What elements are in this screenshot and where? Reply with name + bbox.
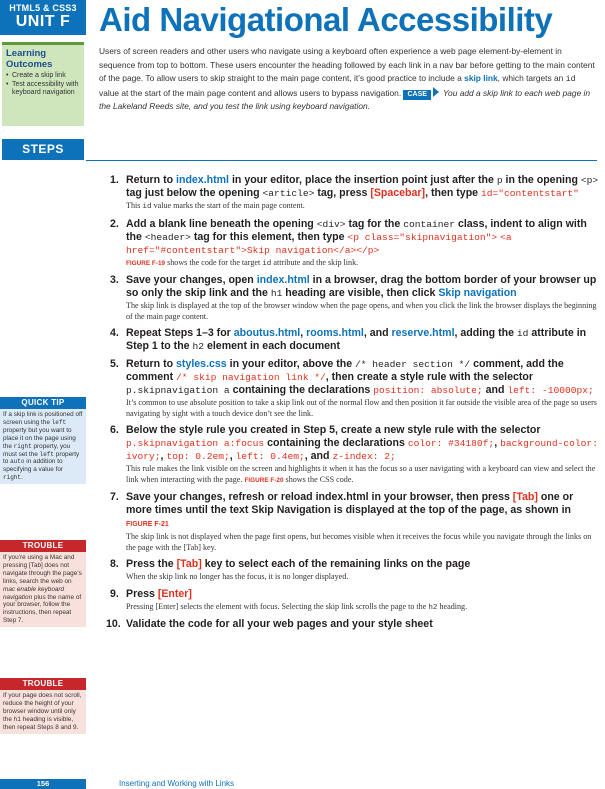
- step-number: 4.: [110, 327, 119, 339]
- step-instruction: Save your changes, open index.html in a browser, drag the bottom border of your browser up so only the skip link and the h1 heading are visible, then click Skip navigation: [126, 274, 597, 299]
- outcome-item: • Test accessibility with keyboard navigation: [6, 81, 80, 98]
- step-description: When the skip link no longer has the focus, it is no longer displayed.: [126, 572, 349, 581]
- step-item: [110, 358, 600, 419]
- outcomes-heading-line1: Learning: [6, 48, 47, 59]
- series-label: HTML5 & CSS3: [9, 3, 77, 13]
- step-item: [110, 588, 600, 614]
- trouble-heading: TROUBLE: [0, 678, 86, 690]
- step-item: [110, 174, 600, 213]
- step-description: This id value marks the start of the main page content.: [126, 201, 305, 211]
- intro-paragraph: [99, 45, 597, 114]
- unit-tab: [0, 0, 86, 35]
- step-instruction: Below the style rule you created in Step 5, create a new style rule with the selector p.skipnavigation a:focus containing the declarations color: #34180f;, background-color: ivory;, top: 0.2em;, left: 0.4em;, and z-index: 2;: [126, 424, 598, 462]
- step-instruction: Return to styles.css in your editor, above the /* header section */ comment, add the comment /* skip navigation link */, then create a style rule with the selector p.skipnavigation a containing the declarations position: absolute; and left: -10000px;: [126, 358, 594, 396]
- step-description: The skip link is displayed at the top of the browser window when the page opens, and when you click the link the browser displays the beginning of the main page content.: [126, 301, 597, 321]
- step-number: 8.: [110, 558, 119, 570]
- trouble-text: If you’re using a Mac and pressing [Tab] does not navigate through the page’s links, search the web on mac enable keyboard navigation plus the name of your browser, follow the instructions, then repeat Step 7.: [0, 552, 86, 627]
- case-text: You add a skip link to each web page in the Lakeland Reeds site, and you test the link using keyboard navigation.: [99, 87, 591, 112]
- intro-text: Users of screen readers and other users who navigate using a keyboard often experience a web page element-by-element in sequence from top to bottom. These users encounter the heading followed by each link in a nav bar before getting to the main content of the page. To allow users to skip straight to the main page content, it’s good practice to include a: [99, 46, 595, 84]
- trouble-heading: TROUBLE: [0, 540, 86, 552]
- quick-tip-heading: QUICK TIP: [0, 397, 86, 409]
- step-item: [110, 491, 600, 553]
- intro-code: id: [565, 74, 576, 85]
- outcome-item: • Create a skip link: [6, 72, 80, 81]
- step-instruction: Press [Enter]: [126, 587, 192, 600]
- trouble-box-mac: [0, 540, 86, 627]
- step-instruction: Save your changes, refresh or reload index.html in your browser, then press [Tab] one or more times until the text Skip Navigation is displayed at the top of the page, as shown in FIGURE F-21: [126, 491, 574, 528]
- step-number: 10.: [106, 618, 121, 630]
- learning-outcomes-box: [2, 42, 84, 126]
- page-number: 156: [0, 779, 86, 789]
- divider-rule: [86, 160, 597, 161]
- step-number: 6.: [110, 424, 119, 436]
- step-instruction: Repeat Steps 1–3 for aboutus.html, rooms.html, and reserve.html, adding the id attribute in Step 1 to the h2 element in each document: [126, 327, 587, 352]
- step-number: 1.: [110, 174, 119, 186]
- step-item: [110, 424, 600, 486]
- step-number: 9.: [110, 587, 119, 600]
- step-number: 5.: [110, 358, 119, 370]
- step-item: [110, 558, 600, 583]
- trouble-box-scroll: [0, 678, 86, 734]
- step-instruction: Return to index.html in your editor, place the insertion point just after the p in the opening <p> tag just below the opening <article> tag, press [Spacebar], then type id="contentstart": [126, 174, 599, 199]
- chapter-title: Inserting and Working with Links: [119, 779, 235, 788]
- step-item: [110, 274, 600, 322]
- intro-text: , which targets an: [497, 73, 566, 84]
- quick-tip-box: [0, 397, 86, 484]
- trouble-text: If your page does not scroll, reduce the height of your browser window until only the h1 heading is visible, then repeat Steps 8 and 9.: [0, 690, 86, 734]
- step-instruction: Add a blank line beneath the opening <div> tag for the container class, indent to align with the <header> tag for this element, then type <p class="skipnavigation"> <a href="#contentstart">Skip navigation</a></p>: [126, 217, 587, 256]
- quick-tip-text: If a skip link is positioned off screen using the left property but you want to place it on the page using the right property, you must set the left property to auto in addition to specifying a value for right.: [0, 409, 86, 484]
- outcomes-heading: [6, 48, 80, 70]
- intro-text: value at the start of the main page content and allows users to bypass navigation.: [99, 87, 404, 98]
- step-description: It’s common to use absolute position to take a skip link out of the normal flow and then position it far outside the visible area of the page so users navigating by sight with a touch device don’t see the link.: [126, 398, 597, 418]
- case-badge: CASE: [403, 90, 430, 100]
- step-number: 7.: [110, 491, 119, 503]
- case-arrow-icon: [433, 87, 439, 97]
- step-description: FIGURE F-19 shows the code for the target id attribute and the skip link.: [126, 257, 359, 268]
- step-number: 3.: [110, 274, 119, 286]
- steps-tab: STEPS: [2, 139, 84, 160]
- outcomes-heading-line2: Outcomes: [6, 59, 53, 70]
- step-description: The skip link is not displayed when the page first opens, but becomes visible when it receives the focus while you navigate through the links on the page with the [Tab] key.: [126, 532, 592, 552]
- step-instruction: Validate the code for all your web pages and your style sheet: [126, 618, 433, 630]
- outcomes-list: [6, 72, 80, 98]
- step-item: [110, 327, 600, 353]
- unit-label: UNIT F: [15, 13, 71, 30]
- page-title: Aid Navigational Accessibility: [99, 1, 553, 38]
- step-item: [110, 218, 600, 270]
- step-description: This rule makes the link visible on the screen and highlights it when it has the focus so a user navigating with a keyboard can view and select the link when interacting with the page. FIGURE F-20 shows the CSS code.: [126, 464, 596, 484]
- steps-list: [106, 174, 600, 631]
- step-item: [106, 618, 600, 631]
- page-footer: [0, 779, 605, 789]
- step-instruction: Press the [Tab] key to select each of the remaining links on the page: [126, 558, 471, 570]
- step-number: 2.: [110, 217, 119, 230]
- key-term: skip link: [464, 73, 498, 84]
- step-description: Pressing [Enter] selects the element with focus. Selecting the skip link scrolls the page to the h2 heading.: [126, 601, 468, 612]
